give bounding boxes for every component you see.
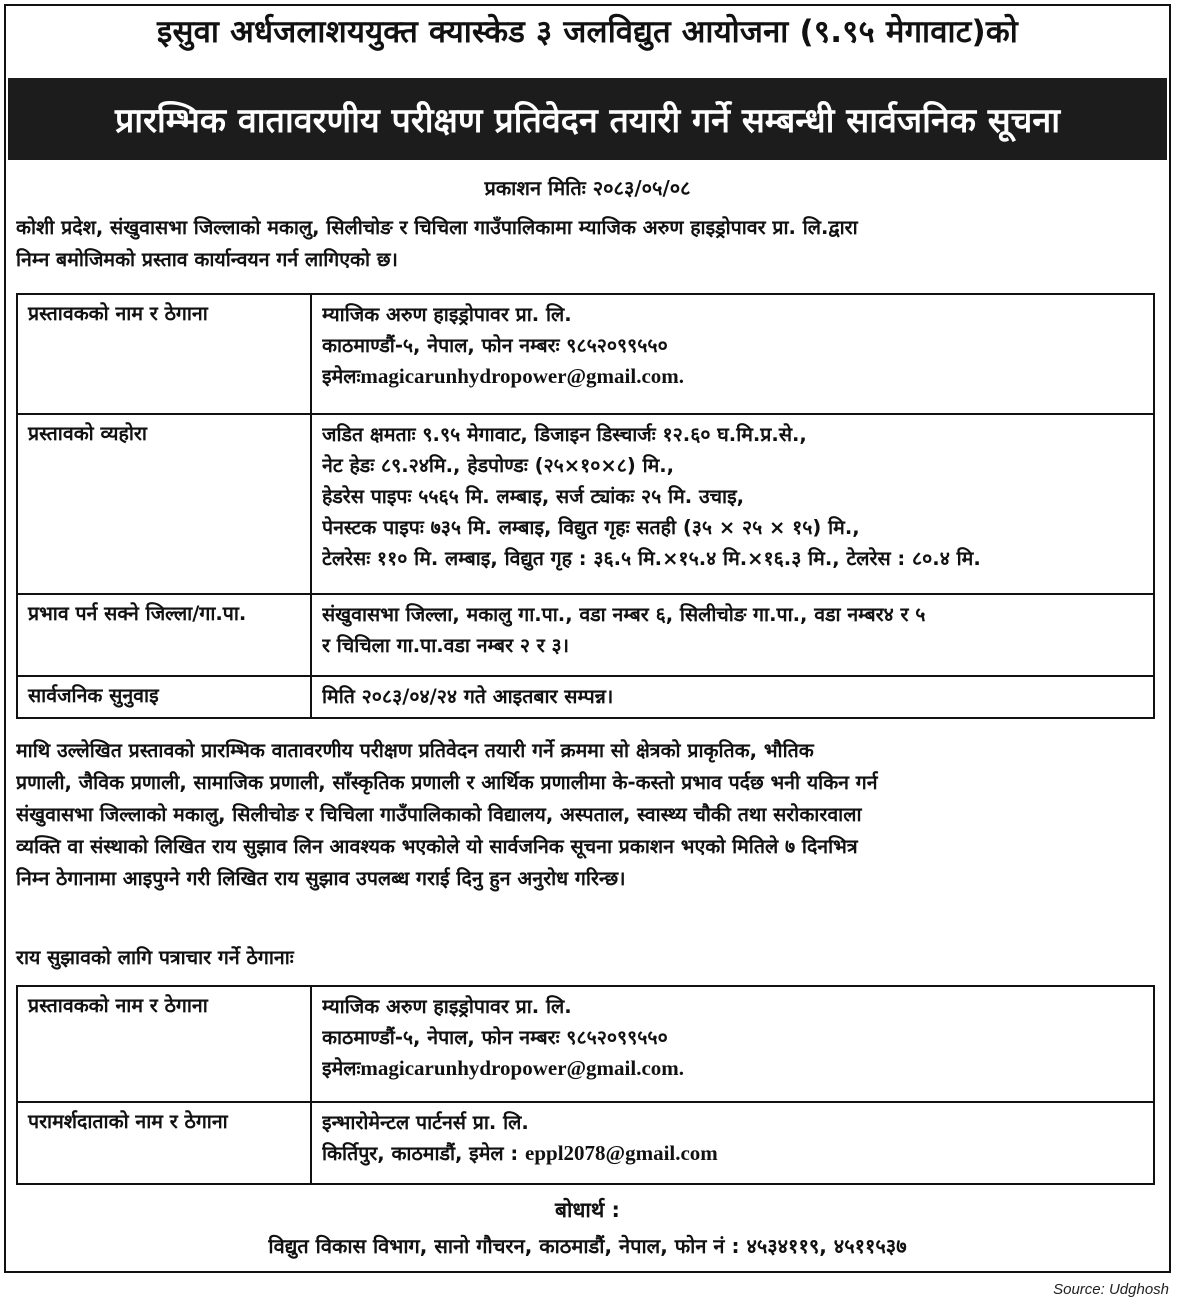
affected-area-line: र चिचिला गा.पा.वडा नम्बर २ र ३। (322, 634, 570, 657)
source-credit: Source: Udghosh (1053, 1281, 1169, 1298)
row-value (311, 1102, 1154, 1184)
consultant-email-line (322, 1138, 1143, 1169)
body-line: व्यक्ति वा संस्थाको लिखित राय सुझाव लिन आवश्यक भएकोले यो सार्वजनिक सूचना प्रकाशन भएको मितिले ७ दिनभित्र (16, 835, 858, 858)
table-row (17, 294, 1154, 414)
proponent-address: काठमाण्डौं-५, नेपाल, फोन नम्बरः ९८५२०९९५५० (322, 334, 668, 357)
body-line: निम्न ठेगानामा आइपुग्ने गरी लिखित राय सुझाव उपलब्ध गराई दिनु हुन अनुरोध गरिन्छ। (16, 867, 626, 890)
proponent-email: magicarunhydropower@gmail.com. (360, 364, 685, 388)
row-value (311, 294, 1154, 414)
spec-line: टेलरेसः ११० मि. लम्बाइ, विद्युत गृह : ३६.५ मि.×१५.४ मि.×१६.३ मि., टेलरेस : ८०.४ मि. (322, 547, 981, 570)
row-value (311, 676, 1154, 718)
row-label: प्रभाव पर्न सक्ने जिल्ला/गा.पा. (17, 594, 311, 676)
email-label: इमेलः (322, 365, 361, 388)
consultant-email: eppl2078@gmail.com (525, 1141, 718, 1165)
row-label: प्रस्तावकको नाम र ठेगाना (17, 294, 311, 414)
proponent-email-line (322, 1053, 1143, 1084)
department-address: विद्युत विकास विभाग, सानो गौचरन, काठमाडौं, नेपाल, फोन नं : ४५३४११९, ४५११५३७ (268, 1234, 907, 1258)
body-line: संखुवासभा जिल्लाको मकालु, सिलीचोङ र चिचिला गाउँपालिकाको विद्यालय, अस्पताल, स्वास्थ्य चौकी तथा सरोकारवाला (16, 803, 862, 826)
proponent-email: magicarunhydropower@gmail.com. (360, 1056, 685, 1080)
spec-line: पेनस्टक पाइपः ७३५ मि. लम्बाइ, विद्युत गृहः सतही (३५ × २५ × १५) मि., (322, 516, 860, 539)
spec-line: हेडरेस पाइपः ५५६५ मि. लम्बाइ, सर्ज ट्यांकः २५ मि. उचाइ, (322, 485, 745, 508)
row-label: प्रस्तावकको नाम र ठेगाना (17, 986, 311, 1102)
table-row (17, 594, 1154, 676)
intro-line: निम्न बमोजिमको प्रस्ताव कार्यान्वयन गर्न लागिएको छ। (16, 248, 398, 271)
intro-line: कोशी प्रदेश, संखुवासभा जिल्लाको मकालु, सिलीचोङ र चिचिला गाउँपालिकामा म्याजिक अरुण हाइड्रोपावर प्रा. लि.द्वारा (16, 216, 858, 239)
row-value (311, 986, 1154, 1102)
notice-title: प्रारम्भिक वातावरणीय परीक्षण प्रतिवेदन तयारी गर्ने सम्बन्धी सार्वजनिक सूचना (114, 101, 1061, 141)
intro-paragraph (16, 212, 1156, 276)
consultant-address: किर्तिपुर, काठमाडौं, इमेल : (322, 1142, 519, 1165)
bodhartha-heading: बोधार्थ : (555, 1198, 620, 1222)
table-row (17, 1102, 1154, 1184)
table-row (17, 414, 1154, 594)
body-line: प्रणाली, जैविक प्रणाली, सामाजिक प्रणाली, साँस्कृतिक प्रणाली र आर्थिक प्रणालीमा के-कस्तो प्रभाव पर्दछ भनी यकिन गर्न (16, 771, 878, 794)
email-label: इमेलः (322, 1057, 361, 1080)
publish-date: प्रकाशन मितिः २०८३/०५/०८ (484, 176, 691, 200)
table-row (17, 986, 1154, 1102)
row-label: परामर्शदाताको नाम र ठेगाना (17, 1102, 311, 1184)
public-hearing-line: मिति २०८३/०४/२४ गते आइतबार सम्पन्न। (322, 685, 614, 708)
proponent-name: म्याजिक अरुण हाइड्रोपावर प्रा. लि. (322, 303, 572, 326)
spec-line: जडित क्षमताः ९.९५ मेगावाट, डिजाइन डिस्चार्जः १२.६० घ.मि.प्र.से., (322, 423, 807, 446)
body-paragraph (16, 735, 1156, 895)
project-details-table (16, 293, 1155, 719)
correspondence-table (16, 985, 1155, 1185)
body-line: माथि उल्लेखित प्रस्तावको प्रारम्भिक वातावरणीय परीक्षण प्रतिवेदन तयारी गर्ने क्रममा सो क्षेत्रको प्राकृतिक, भौतिक (16, 739, 814, 762)
project-title: इसुवा अर्धजलाशययुक्त क्यास्केड ३ जलविद्युत आयोजना (९.९५ मेगावाट)को (157, 14, 1018, 50)
affected-area-line: संखुवासभा जिल्ला, मकालु गा.पा., वडा नम्बर ६, सिलीचोङ गा.पा., वडा नम्बर४ र ५ (322, 603, 926, 626)
consultant-name: इन्भारोमेन्टल पार्टनर्स प्रा. लि. (322, 1111, 529, 1134)
row-value (311, 594, 1154, 676)
spec-line: नेट हेडः ८९.२४मि., हेडपोण्डः (२५×१०×८) मि., (322, 454, 675, 477)
row-value (311, 414, 1154, 594)
notice-title-banner (8, 78, 1167, 160)
proponent-name: म्याजिक अरुण हाइड्रोपावर प्रा. लि. (322, 995, 572, 1018)
proponent-email-line (322, 361, 1143, 392)
table-row (17, 676, 1154, 718)
row-label: प्रस्तावको व्यहोरा (17, 414, 311, 594)
correspondence-heading: राय सुझावको लागि पत्राचार गर्ने ठेगानाः (16, 946, 294, 969)
proponent-address: काठमाण्डौं-५, नेपाल, फोन नम्बरः ९८५२०९९५५० (322, 1026, 668, 1049)
row-label: सार्वजनिक सुनुवाइ (17, 676, 311, 718)
